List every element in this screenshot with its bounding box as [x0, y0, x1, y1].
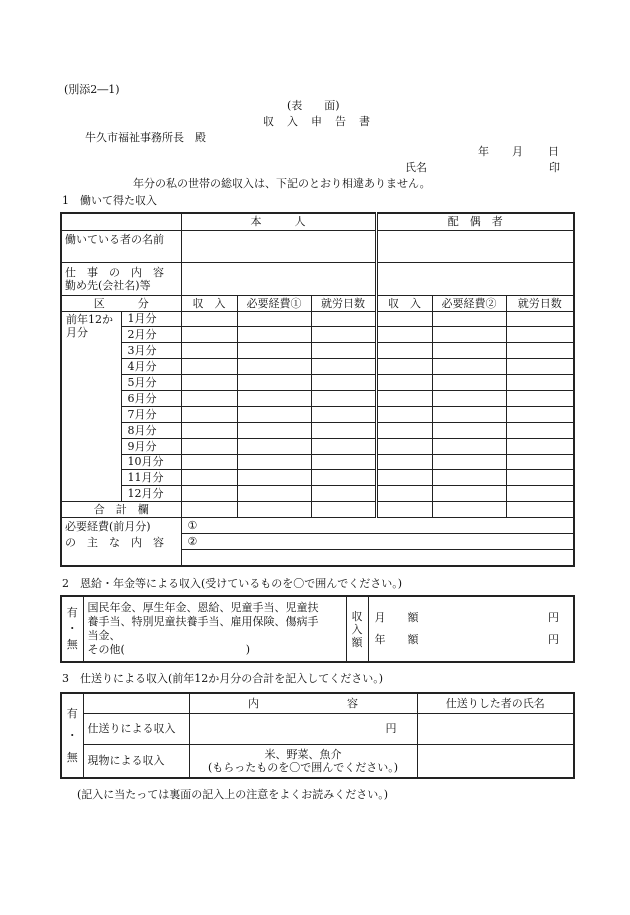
pension-types[interactable] — [83, 596, 346, 662]
yearly-label: 年 額 — [374, 633, 419, 646]
self-income-cell[interactable] — [181, 438, 237, 454]
spouse-workdays-cell[interactable] — [506, 422, 574, 438]
month-row — [61, 454, 574, 470]
spouse-income-cell[interactable] — [376, 359, 432, 375]
allowance-label: 仕送りによる収入 — [83, 713, 189, 744]
month-row — [61, 470, 574, 486]
month-row — [61, 375, 574, 391]
month-label: 2月分 — [121, 327, 181, 343]
spouse-workdays-cell[interactable] — [506, 438, 574, 454]
month-label: 12月分 — [121, 486, 181, 502]
spouse-workdays-cell[interactable] — [506, 311, 574, 327]
work-income-table — [60, 212, 575, 567]
self-workdays-cell[interactable] — [311, 311, 376, 327]
pension-yes: 有 — [66, 606, 78, 619]
income-amount-char1: 収 — [351, 609, 363, 623]
spouse-expense-cell[interactable] — [432, 343, 506, 359]
addressee: 牛久市福祉事務所長 殿 — [85, 131, 206, 144]
self-expense-cell[interactable] — [237, 454, 311, 470]
page-title: 収 入 申 告 書 — [263, 115, 371, 128]
month-label: 9月分 — [121, 438, 181, 454]
spouse-income-cell[interactable] — [376, 343, 432, 359]
spouse-income-cell[interactable] — [376, 422, 432, 438]
expense-detail-line2: の 主 な 内 容 — [65, 536, 164, 550]
self-income-cell[interactable] — [181, 486, 237, 502]
self-expense-cell[interactable] — [237, 390, 311, 406]
date-year-label: 年 — [478, 145, 489, 158]
allowance-dot: ・ — [66, 728, 78, 742]
self-workdays-cell[interactable] — [311, 406, 376, 422]
expense-detail-1[interactable]: ① — [181, 518, 574, 534]
month-row — [61, 486, 574, 502]
spouse-workdays-cell[interactable] — [506, 454, 574, 470]
spouse-expense-cell[interactable] — [432, 311, 506, 327]
self-worker-name-field[interactable] — [181, 230, 376, 262]
yearly-amount-row[interactable] — [375, 629, 560, 651]
month-label: 6月分 — [121, 390, 181, 406]
self-expense-cell[interactable] — [237, 343, 311, 359]
pension-income-table — [60, 595, 575, 663]
month-label: 7月分 — [121, 406, 181, 422]
self-workdays-cell[interactable] — [311, 486, 376, 502]
self-workdays-cell[interactable] — [311, 390, 376, 406]
self-workdays-cell[interactable] — [311, 327, 376, 343]
monthly-label: 月 額 — [374, 611, 419, 624]
goods-detail-line1: 米、野菜、魚介 — [264, 747, 342, 761]
allowance-yes-no[interactable] — [61, 693, 83, 778]
self-workdays-cell[interactable] — [311, 343, 376, 359]
period-line1: 前年12か — [66, 312, 113, 326]
self-job-field[interactable] — [181, 262, 376, 295]
spouse-expense-cell[interactable] — [432, 327, 506, 343]
expense-detail-label — [61, 518, 181, 566]
month-row — [61, 438, 574, 454]
expense-detail-2[interactable]: ② — [181, 534, 574, 550]
seal-mark: 印 — [549, 161, 560, 174]
spouse-income-cell[interactable] — [376, 454, 432, 470]
self-workdays-cell[interactable] — [311, 375, 376, 391]
allowance-no: 無 — [66, 750, 78, 764]
self-expense-header: 必要経費① — [237, 295, 311, 311]
corner-cell — [61, 213, 181, 230]
self-workdays-cell[interactable] — [311, 422, 376, 438]
section3-heading: 3 仕送りによる収入(前年12か月分の合計を記入してください。) — [62, 672, 384, 685]
self-income-cell[interactable] — [181, 470, 237, 486]
month-label: 5月分 — [121, 375, 181, 391]
worker-name-label: 働いている者の名前 — [61, 230, 181, 262]
section2-heading: 2 恩給・年金等による収入(受けているものを〇で囲んでください。) — [62, 577, 403, 590]
spouse-income-cell[interactable] — [376, 438, 432, 454]
spouse-expense-cell[interactable] — [432, 454, 506, 470]
self-expense-cell[interactable] — [237, 327, 311, 343]
spouse-worker-name-field[interactable] — [376, 230, 574, 262]
spouse-workdays-cell[interactable] — [506, 327, 574, 343]
pension-amounts[interactable] — [368, 596, 574, 662]
self-income-cell[interactable] — [181, 359, 237, 375]
allowance-income-table — [60, 692, 575, 779]
spouse-expense-header: 必要経費② — [432, 295, 506, 311]
pension-types-line1: 国民年金、厚生年金、恩給、児童手当、児童扶 — [87, 601, 319, 614]
spouse-header: 配 偶 者 — [376, 213, 574, 230]
self-income-cell[interactable] — [181, 375, 237, 391]
spouse-total-expense[interactable] — [432, 502, 506, 518]
spouse-income-cell[interactable] — [376, 327, 432, 343]
spouse-income-cell[interactable] — [376, 375, 432, 391]
period-label — [61, 311, 121, 502]
pension-dot: ・ — [66, 622, 78, 635]
self-expense-cell[interactable] — [237, 359, 311, 375]
pension-types-line4: その他( ) — [87, 643, 251, 656]
spouse-expense-cell[interactable] — [432, 406, 506, 422]
self-income-cell[interactable] — [181, 454, 237, 470]
self-workdays-cell[interactable] — [311, 359, 376, 375]
pension-no: 無 — [66, 638, 78, 651]
month-row — [61, 390, 574, 406]
spouse-income-cell[interactable] — [376, 311, 432, 327]
self-expense-cell[interactable] — [237, 438, 311, 454]
month-row — [61, 359, 574, 375]
month-label: 10月分 — [121, 454, 181, 470]
month-label: 3月分 — [121, 343, 181, 359]
self-expense-cell[interactable] — [237, 470, 311, 486]
self-total-expense[interactable] — [237, 502, 311, 518]
total-label: 合 計 欄 — [61, 502, 181, 518]
self-expense-cell[interactable] — [237, 486, 311, 502]
monthly-amount-row[interactable] — [375, 607, 560, 629]
income-amount-label — [346, 596, 368, 662]
content-header: 内 容 — [189, 693, 417, 713]
statement: 年分の私の世帯の総収入は、下記のとおり相違ありません。 — [133, 177, 431, 190]
date-month-label: 月 — [512, 145, 523, 158]
job-label — [61, 262, 181, 295]
spouse-expense-cell[interactable] — [432, 375, 506, 391]
spouse-expense-cell[interactable] — [432, 438, 506, 454]
month-label: 8月分 — [121, 422, 181, 438]
self-income-cell[interactable] — [181, 422, 237, 438]
footer-note: (記入に当たっては裏面の記入上の注意をよくお読みください。) — [77, 788, 389, 801]
goods-sender-name[interactable] — [417, 744, 574, 778]
month-row — [61, 422, 574, 438]
spouse-total-workdays[interactable] — [506, 502, 574, 518]
spouse-workdays-cell[interactable] — [506, 359, 574, 375]
pension-yes-no[interactable] — [61, 596, 83, 662]
spouse-income-cell[interactable] — [376, 486, 432, 502]
self-income-cell[interactable] — [181, 343, 237, 359]
month-label: 4月分 — [121, 359, 181, 375]
allowance-amount[interactable]: 円 — [189, 713, 417, 744]
expense-detail-line1: 必要経費(前月分) — [65, 520, 151, 534]
spouse-expense-cell[interactable] — [432, 390, 506, 406]
self-expense-cell[interactable] — [237, 311, 311, 327]
job-label-line1: 仕 事 の 内 容 — [65, 265, 164, 279]
date-day-label: 日 — [548, 145, 559, 158]
spouse-income-cell[interactable] — [376, 390, 432, 406]
month-label: 11月分 — [121, 470, 181, 486]
expense-detail-3[interactable] — [181, 550, 574, 566]
spouse-expense-cell[interactable] — [432, 422, 506, 438]
self-expense-cell[interactable] — [237, 406, 311, 422]
monthly-yen: 円 — [548, 611, 559, 624]
spouse-workdays-cell[interactable] — [506, 406, 574, 422]
goods-detail-line2: (もらったものを〇で囲んでください。) — [207, 760, 399, 774]
self-workdays-header: 就労日数 — [311, 295, 376, 311]
month-label: 1月分 — [121, 311, 181, 327]
attachment-label: (別添2―1) — [64, 83, 120, 96]
pension-types-line2: 養手当、特別児童扶養手当、雇用保険、傷病手 — [87, 615, 319, 628]
self-workdays-cell[interactable] — [311, 454, 376, 470]
income-amount-char3: 額 — [351, 635, 363, 649]
allowance-blank-header — [83, 693, 189, 713]
self-income-cell[interactable] — [181, 311, 237, 327]
goods-label: 現物による収入 — [83, 744, 189, 778]
spouse-workdays-header: 就労日数 — [506, 295, 574, 311]
category-header: 区 分 — [61, 295, 181, 311]
pension-types-line3: 当金、 — [87, 629, 121, 642]
spouse-income-cell[interactable] — [376, 406, 432, 422]
yearly-yen: 円 — [548, 633, 559, 646]
job-label-line2: 勤め先(会社名)等 — [65, 278, 151, 292]
month-row — [61, 406, 574, 422]
self-expense-cell[interactable] — [237, 375, 311, 391]
self-income-cell[interactable] — [181, 327, 237, 343]
spouse-expense-cell[interactable] — [432, 359, 506, 375]
self-income-cell[interactable] — [181, 406, 237, 422]
period-line2: 月分 — [66, 325, 88, 339]
self-expense-cell[interactable] — [237, 422, 311, 438]
month-row — [61, 311, 574, 327]
self-workdays-cell[interactable] — [311, 438, 376, 454]
self-workdays-cell[interactable] — [311, 470, 376, 486]
spouse-expense-cell[interactable] — [432, 486, 506, 502]
month-row — [61, 327, 574, 343]
name-label: 氏名 — [405, 161, 427, 174]
spouse-workdays-cell[interactable] — [506, 390, 574, 406]
income-amount-char2: 入 — [351, 622, 363, 636]
spouse-job-field[interactable] — [376, 262, 574, 295]
spouse-workdays-cell[interactable] — [506, 343, 574, 359]
self-income-cell[interactable] — [181, 390, 237, 406]
self-header: 本 人 — [181, 213, 376, 230]
self-total-workdays[interactable] — [311, 502, 376, 518]
self-income-header: 収 入 — [181, 295, 237, 311]
spouse-total-income[interactable] — [376, 502, 432, 518]
spouse-workdays-cell[interactable] — [506, 486, 574, 502]
month-row — [61, 343, 574, 359]
side-label: (表 面) — [287, 99, 340, 112]
section1-heading: 1 働いて得た収入 — [62, 194, 157, 207]
sender-header: 仕送りした者の氏名 — [417, 693, 574, 713]
spouse-workdays-cell[interactable] — [506, 375, 574, 391]
spouse-workdays-cell[interactable] — [506, 470, 574, 486]
self-total-income[interactable] — [181, 502, 237, 518]
spouse-expense-cell[interactable] — [432, 470, 506, 486]
spouse-income-header: 収 入 — [376, 295, 432, 311]
goods-detail[interactable] — [189, 744, 417, 778]
allowance-sender-name[interactable] — [417, 713, 574, 744]
allowance-yes: 有 — [66, 706, 78, 720]
spouse-income-cell[interactable] — [376, 470, 432, 486]
